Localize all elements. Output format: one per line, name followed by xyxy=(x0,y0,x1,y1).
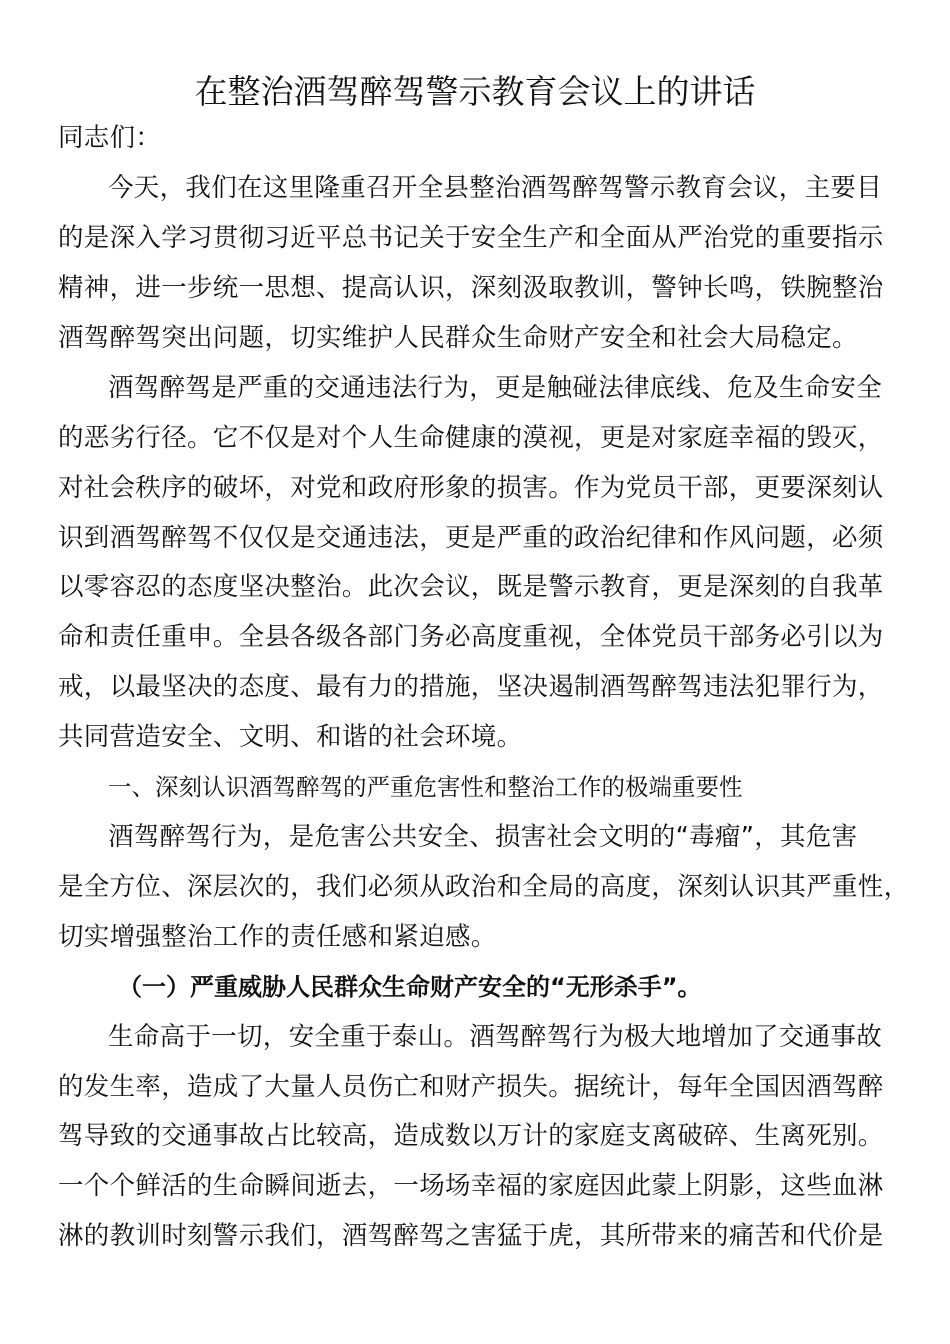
document-title: 在整治酒驾醉驾警示教育会议上的讲话 xyxy=(194,72,756,111)
paragraph-2-line-5: 以零容忍的态度坚决整治。此次会议，既是警示教育，更是深刻的自我革 xyxy=(58,572,884,602)
section-1-paragraph-line-1: 酒驾醉驾行为，是危害公共安全、损害社会文明的“毒瘤”，其危害 xyxy=(108,822,858,852)
section-1-paragraph-line-2: 是全方位、深层次的，我们必须从政治和全局的高度，深刻认识其严重性， xyxy=(58,872,910,902)
paragraph-2-line-1: 酒驾醉驾是严重的交通违法行为，更是触碰法律底线、危及生命安全 xyxy=(108,373,883,403)
subheading-1: （一）严重威胁人民群众生命财产安全的“无形杀手”。 xyxy=(118,973,702,1001)
paragraph-1-line-2: 的是深入学习贯彻习近平总书记关于安全生产和全面从严治党的重要指示 xyxy=(58,223,884,253)
section-1-paragraph-line-3: 切实增强整治工作的责任感和紧迫感。 xyxy=(58,922,497,952)
paragraph-1-line-4: 酒驾醉驾突出问题，切实维护人民群众生命财产安全和社会大局稳定。 xyxy=(58,323,858,353)
subsection-1-paragraph-line-4: 一个个鲜活的生命瞬间逝去，一场场幸福的家庭因此蒙上阴影，这些血淋 xyxy=(58,1171,884,1201)
section-heading-1: 一、深刻认识酒驾醉驾的严重危害性和整治工作的极端重要性 xyxy=(108,773,743,801)
paragraph-2-line-2: 的恶劣行径。它不仅是对个人生命健康的漠视，更是对家庭幸福的毁灭， xyxy=(58,423,884,453)
paragraph-2-line-4: 识到酒驾醉驾不仅仅是交通违法，更是严重的政治纪律和作风问题，必须 xyxy=(58,523,884,553)
subsection-1-paragraph-line-1: 生命高于一切，安全重于泰山。酒驾醉驾行为极大地增加了交通事故 xyxy=(108,1022,883,1052)
paragraph-1-line-3: 精神，进一步统一思想、提高认识，深刻汲取教训，警钟长鸣，铁腕整治 xyxy=(58,273,884,303)
paragraph-2-line-7: 戒，以最坚决的态度、最有力的措施，坚决遏制酒驾醉驾违法犯罪行为， xyxy=(58,672,884,702)
subsection-1-paragraph-line-2: 的发生率，造成了大量人员伤亡和财产损失。据统计，每年全国因酒驾醉 xyxy=(58,1072,884,1102)
paragraph-2-line-3: 对社会秩序的破坏，对党和政府形象的损害。作为党员干部，更要深刻认 xyxy=(58,473,884,503)
paragraph-2-line-8: 共同营造安全、文明、和谐的社会环境。 xyxy=(58,722,523,752)
subsection-1-paragraph-line-5: 淋的教训时刻警示我们，酒驾醉驾之害猛于虎，其所带来的痛苦和代价是 xyxy=(58,1221,884,1251)
paragraph-1-line-1: 今天，我们在这里隆重召开全县整治酒驾醉驾警示教育会议，主要目 xyxy=(108,173,883,203)
paragraph-2-line-6: 命和责任重申。全县各级各部门务必高度重视，全体党员干部务必引以为 xyxy=(58,622,884,652)
subsection-1-paragraph-line-3: 驾导致的交通事故占比较高，造成数以万计的家庭支离破碎、生离死别。 xyxy=(58,1121,884,1151)
salutation: 同志们： xyxy=(58,123,162,153)
